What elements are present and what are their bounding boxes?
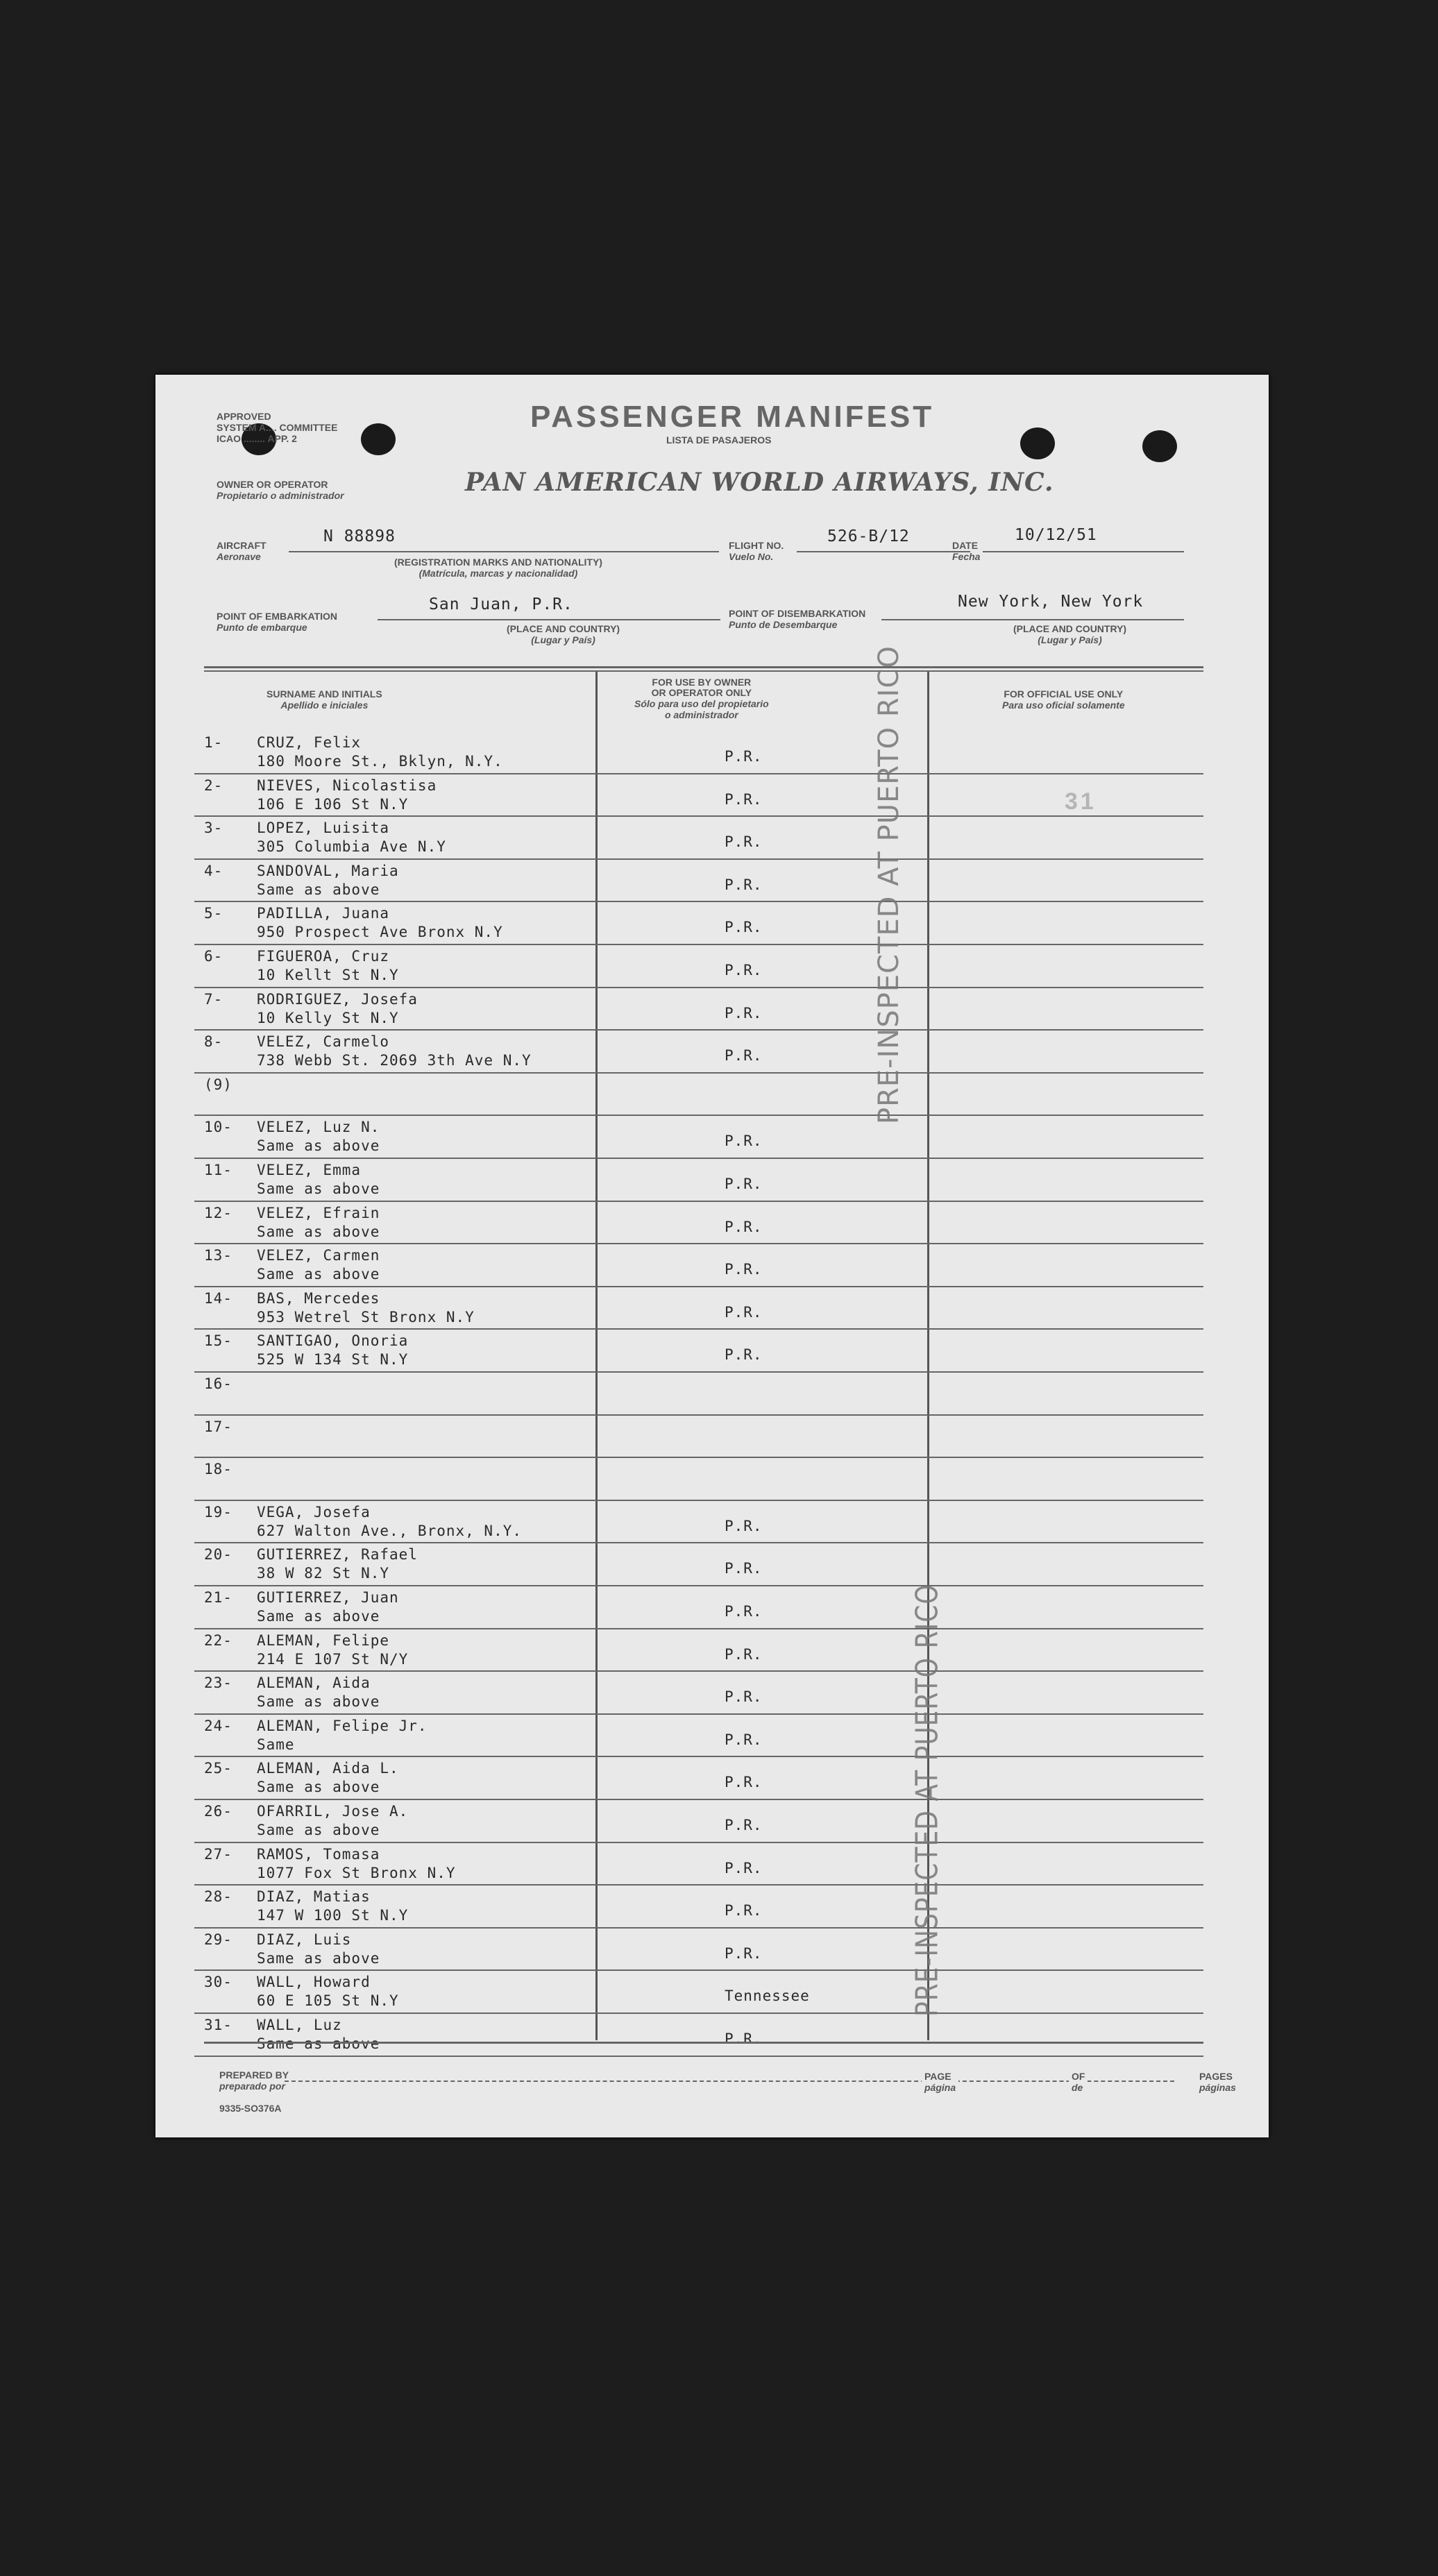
table-row (155, 817, 1269, 860)
pages-label: PAGES páginas (1199, 2071, 1236, 2093)
passenger-address: 106 E 106 St N.Y (257, 795, 409, 813)
row-number: 21- (204, 1589, 232, 1606)
disembarkation-value: New York, New York (958, 593, 1144, 611)
page-subtitle: LISTA DE PASAJEROS (666, 434, 772, 446)
table-row (155, 731, 1269, 774)
table-row (155, 1031, 1269, 1074)
punch-hole (1142, 430, 1177, 462)
operator-mark: P.R. (725, 1261, 763, 1278)
operator-mark: P.R. (725, 1731, 763, 1748)
aircraft-sublabel: (REGISTRATION MARKS AND NATIONALITY) (Matrícula, marcas y nacionalidad) (394, 557, 602, 579)
passenger-address: Same as above (257, 1822, 380, 1838)
passenger-name: GUTIERREZ, Rafael (257, 1546, 418, 1564)
passenger-address: Same as above (257, 1693, 380, 1711)
passenger-name: RAMOS, Tomasa (257, 1845, 380, 1863)
passenger-address: Same as above (257, 2035, 380, 2052)
operator-mark: P.R. (725, 1859, 763, 1876)
row-number: 20- (204, 1546, 232, 1564)
punch-hole (361, 423, 396, 455)
table-row (155, 1543, 1269, 1586)
passenger-address: Same (257, 1736, 295, 1753)
row-number: 19- (204, 1503, 232, 1520)
table-row (155, 902, 1269, 945)
operator-mark: P.R. (725, 876, 763, 893)
passenger-name: WALL, Howard (257, 1974, 371, 1991)
passenger-address: 10 Kellt St N.Y (257, 967, 399, 983)
operator-mark: P.R. (725, 1047, 763, 1065)
passenger-address: 738 Webb St. 2069 3th Ave N.Y (257, 1052, 532, 1069)
row-number: 26- (204, 1803, 232, 1820)
owner-label: OWNER OR OPERATOR Propietario o administrador (217, 479, 344, 501)
table-row (155, 1074, 1269, 1117)
page-title: PASSENGER MANIFEST (530, 400, 935, 434)
row-number: 31- (204, 2017, 232, 2033)
table-row (155, 945, 1269, 988)
row-number: 1- (204, 734, 223, 751)
row-number: 3- (204, 820, 223, 837)
operator-mark: P.R. (725, 833, 763, 851)
table-row (155, 1843, 1269, 1886)
column-header-official: FOR OFFICIAL USE ONLY Para uso oficial solamente (1002, 688, 1125, 711)
operator-mark: P.R. (725, 1004, 763, 1022)
table-row (155, 1672, 1269, 1715)
operator-mark: P.R. (725, 1902, 763, 1920)
row-number: 2- (204, 777, 223, 794)
aircraft-value: N 88898 (323, 527, 396, 545)
passenger-address: Same as above (257, 1223, 380, 1240)
table-row (155, 1757, 1269, 1800)
passenger-name: VELEZ, Carmelo (257, 1033, 390, 1051)
row-number: 25- (204, 1760, 232, 1777)
passenger-name: FIGUEROA, Cruz (257, 948, 390, 965)
passenger-address: 953 Wetrel St Bronx N.Y (257, 1308, 475, 1325)
passenger-name: SANDOVAL, Maria (257, 862, 399, 879)
passenger-address: 305 Columbia Ave N.Y (257, 838, 446, 856)
pre-inspection-stamp: PRE-INSPECTED AT PUERTO RICO (911, 1584, 945, 2017)
passenger-name: ALEMAN, Felipe (257, 1632, 390, 1649)
passenger-name: OFARRIL, Jose A. (257, 1803, 409, 1820)
passenger-name: ALEMAN, Felipe Jr. (257, 1717, 428, 1734)
row-number: 11- (204, 1162, 232, 1178)
row-number: 4- (204, 862, 223, 879)
operator-mark: P.R. (725, 962, 763, 978)
approval-note: APPROVED SYSTEM A.... COMMITTEE ICAO ........ APP. 2 (217, 411, 338, 444)
disembarkation-label: POINT OF DISEMBARKATION Punto de Desembarque (729, 608, 866, 630)
table-row (155, 860, 1269, 903)
flight-label: FLIGHT NO. Vuelo No. (729, 540, 784, 562)
passenger-address: Same as above (257, 1266, 380, 1283)
row-number: 17- (204, 1418, 232, 1435)
manifest-sheet (155, 375, 1269, 2137)
table-row (155, 1501, 1269, 1544)
row-number: 28- (204, 1888, 232, 1906)
row-number: 27- (204, 1845, 232, 1863)
page-label: PAGE página (922, 2071, 958, 2093)
embarkation-label: POINT OF EMBARKATION Punto de embarque (217, 611, 337, 633)
passenger-address: 214 E 107 St N/Y (257, 1650, 409, 1668)
passenger-name: CRUZ, Felix (257, 734, 362, 751)
passenger-address: Same as above (257, 1608, 380, 1625)
row-number: 22- (204, 1632, 232, 1649)
table-row (155, 1244, 1269, 1287)
passenger-name: ALEMAN, Aida (257, 1675, 371, 1692)
prepared-by-label: PREPARED BY preparado por (219, 2069, 289, 2092)
row-number: 13- (204, 1247, 232, 1264)
operator-mark: Tennessee (725, 1988, 810, 2005)
row-number: 5- (204, 905, 223, 922)
row-divider (194, 2056, 1203, 2057)
passenger-name: DIAZ, Luis (257, 1931, 352, 1948)
passenger-address: 147 W 100 St N.Y (257, 1907, 409, 1924)
operator-mark: P.R. (725, 1218, 763, 1235)
passenger-address: 38 W 82 St N.Y (257, 1565, 390, 1582)
form-number: 9335-SO376A (219, 2103, 282, 2114)
row-number: 18- (204, 1461, 232, 1478)
passenger-name: VEGA, Josefa (257, 1503, 371, 1520)
table-row (155, 1929, 1269, 1972)
row-number: 12- (204, 1204, 232, 1221)
passenger-address: 180 Moore St., Bklyn, N.Y. (257, 753, 503, 770)
passenger-name: ALEMAN, Aida L. (257, 1760, 399, 1777)
operator-mark: P.R. (725, 1944, 763, 1962)
passenger-name: VELEZ, Carmen (257, 1247, 380, 1264)
row-number: 7- (204, 990, 223, 1008)
operator-mark: P.R. (725, 2031, 763, 2047)
table-row (155, 1287, 1269, 1330)
passenger-address: Same as above (257, 1180, 380, 1197)
operator-mark: P.R. (725, 1346, 763, 1364)
row-number: 14- (204, 1289, 232, 1307)
punch-hole (1020, 427, 1055, 459)
embarkation-value: San Juan, P.R. (429, 595, 573, 613)
official-mark: 31 (1065, 788, 1097, 815)
row-number: 10- (204, 1119, 232, 1136)
passenger-address: Same as above (257, 1137, 380, 1155)
passenger-name: NIEVES, Nicolastisa (257, 777, 437, 794)
row-number: 8- (204, 1033, 223, 1051)
operator-mark: P.R. (725, 1176, 763, 1192)
table-row (155, 1116, 1269, 1159)
table-row (155, 1886, 1269, 1929)
table-row (155, 1159, 1269, 1202)
operator-mark: P.R. (725, 748, 763, 765)
operator-mark: P.R. (725, 1688, 763, 1706)
table-row (155, 1629, 1269, 1672)
row-number: 6- (204, 948, 223, 965)
passenger-address: Same as above (257, 1949, 380, 1967)
passenger-name: SANTIGAO, Onoria (257, 1332, 409, 1350)
table-row (155, 1202, 1269, 1245)
operator-mark: P.R. (725, 1133, 763, 1150)
table-row (155, 1458, 1269, 1501)
table-row (155, 1800, 1269, 1843)
passenger-name: PADILLA, Juana (257, 905, 390, 922)
flight-value: 526-B/12 (827, 527, 910, 545)
column-header-owner: FOR USE BY OWNER OR OPERATOR ONLY Sólo para uso del propietario o administrador (634, 677, 769, 720)
row-number: 23- (204, 1675, 232, 1692)
passenger-address: 627 Walton Ave., Bronx, N.Y. (257, 1522, 523, 1539)
passenger-name: VELEZ, Efrain (257, 1204, 380, 1221)
table-row (155, 1416, 1269, 1459)
date-value: 10/12/51 (1015, 526, 1097, 544)
airline-name: PAN AMERICAN WORLD AIRWAYS, INC. (465, 468, 1054, 497)
passenger-address: Same as above (257, 881, 380, 898)
passenger-name: WALL, Luz (257, 2017, 342, 2033)
operator-mark: P.R. (725, 1303, 763, 1321)
table-row (155, 1715, 1269, 1758)
passenger-address: Same as above (257, 1779, 380, 1796)
table-row (155, 1971, 1269, 2014)
passenger-name: VELEZ, Luz N. (257, 1119, 380, 1136)
operator-mark: P.R. (725, 1774, 763, 1791)
table-row (155, 1586, 1269, 1629)
passenger-name: BAS, Mercedes (257, 1289, 380, 1307)
passenger-address: 60 E 105 St N.Y (257, 1992, 399, 2010)
row-number: 16- (204, 1375, 232, 1392)
passenger-address: 1077 Fox St Bronx N.Y (257, 1864, 456, 1881)
table-row (155, 2014, 1269, 2057)
table-row (155, 1330, 1269, 1373)
embarkation-sublabel: (PLACE AND COUNTRY) (Lugar y País) (507, 623, 620, 645)
passenger-name: LOPEZ, Luisita (257, 820, 390, 837)
operator-mark: P.R. (725, 790, 763, 808)
operator-mark: P.R. (725, 1517, 763, 1534)
passenger-address: 10 Kelly St N.Y (257, 1009, 399, 1026)
disembarkation-sublabel: (PLACE AND COUNTRY) (Lugar y País) (1013, 623, 1127, 645)
pre-inspection-stamp: PRE-INSPECTED AT PUERTO RICO (873, 645, 905, 1124)
passenger-name: GUTIERREZ, Juan (257, 1589, 399, 1606)
row-number: 15- (204, 1332, 232, 1350)
table-row (155, 774, 1269, 817)
row-number: 24- (204, 1717, 232, 1734)
operator-mark: P.R. (725, 1560, 763, 1577)
row-number: (9) (204, 1076, 232, 1093)
table-row (155, 1373, 1269, 1416)
aircraft-label: AIRCRAFT Aeronave (217, 540, 267, 562)
row-number: 30- (204, 1974, 232, 1991)
operator-mark: P.R. (725, 1603, 763, 1620)
row-number: 29- (204, 1931, 232, 1948)
operator-mark: P.R. (725, 1817, 763, 1833)
passenger-name: RODRIGUEZ, Josefa (257, 990, 418, 1008)
table-row (155, 988, 1269, 1031)
passenger-name: DIAZ, Matias (257, 1888, 371, 1906)
passenger-address: 525 W 134 St N.Y (257, 1351, 409, 1368)
of-label: OF de (1069, 2071, 1088, 2093)
operator-mark: P.R. (725, 919, 763, 936)
date-label: DATE Fecha (952, 540, 981, 562)
passenger-address: 950 Prospect Ave Bronx N.Y (257, 924, 503, 941)
passenger-name: VELEZ, Emma (257, 1162, 362, 1178)
operator-mark: P.R. (725, 1645, 763, 1663)
column-header-surname: SURNAME AND INITIALS Apellido e iniciales (267, 688, 382, 711)
